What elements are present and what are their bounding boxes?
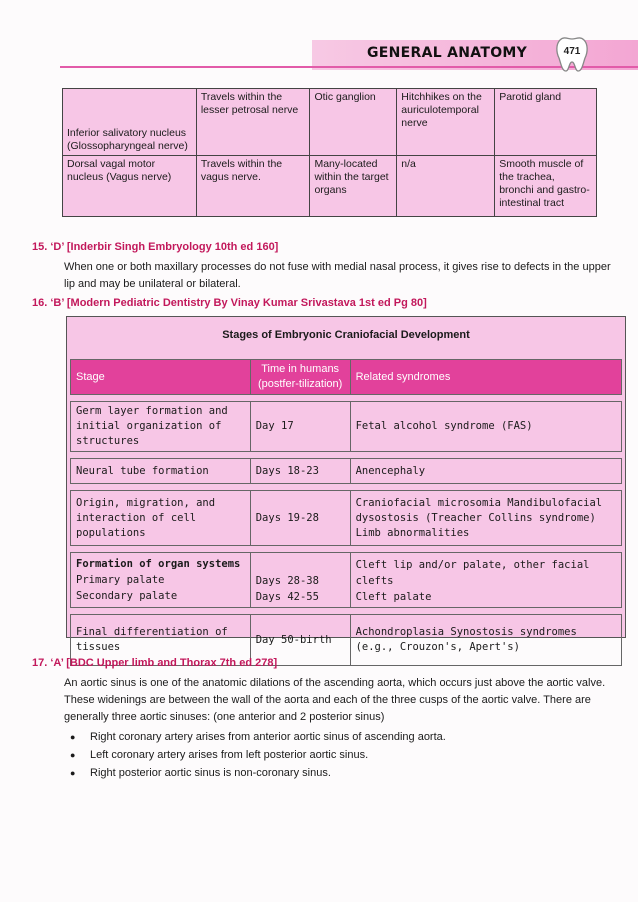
- table-cell: Many-located within the target organs: [310, 156, 397, 217]
- section-title: GENERAL ANATOMY: [367, 45, 528, 61]
- table-cell: Hitchhikes on the auriculotemporal nerve: [397, 89, 495, 156]
- q15-reference: ‘D’ [Inderbir Singh Embryology 10th ed 160]: [50, 241, 279, 253]
- q16-number: 16.: [32, 297, 48, 309]
- table-spacer: [71, 608, 622, 615]
- time-sub-value: Days 42-55: [255, 591, 319, 603]
- table-row: [71, 402, 622, 452]
- q17-reference: ‘A’ [BDC Upper limb and Thorax 7th ed 278]: [50, 657, 278, 669]
- time-cell: Day 50-birth: [250, 615, 350, 666]
- stage-cell: Germ layer formation and initial organization of structures: [71, 402, 251, 452]
- header-stage: Stage: [71, 360, 251, 395]
- table-cell: Parotid gland: [495, 89, 597, 156]
- q17-text: An aortic sinus is one of the anatomic dilations of the ascending aorta, which occurs just above the aortic valve. These widenings are between the wall of the aorta and each of the three cusps of the aortic valve. There are generally three aortic sinuses: (one anterior and 2 posterior sinus): [64, 677, 606, 723]
- nerve-table: [62, 88, 597, 217]
- time-cell: Days 18-23: [250, 459, 350, 484]
- q15-heading: [32, 241, 278, 253]
- stage-sub-label: Primary palate: [76, 574, 165, 586]
- time-cell: Days 19-28: [250, 491, 350, 546]
- time-cell: [250, 553, 350, 608]
- list-item: ● Left coronary artery arises from left posterior aortic sinus.: [70, 746, 446, 764]
- table-row: [71, 553, 622, 608]
- table-spacer: [71, 484, 622, 491]
- header-time: Time in humans (postfer-tilization): [250, 360, 350, 395]
- table-spacer: [71, 395, 622, 402]
- list-item: ● Right coronary artery arises from anterior aortic sinus of ascending aorta.: [70, 728, 446, 746]
- q16-heading: [32, 297, 427, 309]
- q15-number: 15.: [32, 241, 48, 253]
- stage-sub-label: Secondary palate: [76, 590, 178, 602]
- table-row: [71, 491, 622, 546]
- tooth-icon: [554, 34, 590, 74]
- q16-reference: ‘B’ [Modern Pediatric Dentistry By Vinay Kumar Srivastava 1st ed Pg 80]: [50, 297, 427, 309]
- table-cell: Smooth muscle of the trachea, bronchi and gastro-intestinal tract: [495, 156, 597, 217]
- stage-cell: [71, 553, 251, 608]
- table-spacer: [71, 546, 622, 553]
- stages-table-box: [66, 316, 626, 653]
- syndromes-sub-value: Cleft lip and/or palate, other facial clefts: [355, 559, 590, 587]
- table-cell: Travels within the lesser petrosal nerve: [196, 89, 310, 156]
- stages-table: [70, 359, 622, 666]
- stage-cell: Origin, migration, and interaction of cell populations: [71, 491, 251, 546]
- q17-heading: [32, 657, 277, 669]
- syndromes-cell: Anencephaly: [350, 459, 621, 484]
- syndromes-sub-value: Cleft palate: [355, 591, 432, 603]
- stages-table-title: Stages of Embryonic Craniofacial Development: [222, 329, 470, 341]
- table-cell: Dorsal vagal motor nucleus (Vagus nerve): [63, 156, 197, 217]
- table-cell: Inferior salivatory nucleus (Glossopharyngeal nerve): [63, 89, 197, 156]
- table-cell: n/a: [397, 156, 495, 217]
- table-cell: Otic ganglion: [310, 89, 397, 156]
- syndromes-cell: [350, 553, 621, 608]
- syndromes-cell: Fetal alcohol syndrome (FAS): [350, 402, 621, 452]
- q17-bullet-list: [70, 728, 446, 782]
- syndromes-cell: Achondroplasia Synostosis syndromes (e.g., Crouzon's, Apert's): [350, 615, 621, 666]
- table-row: [71, 459, 622, 484]
- table-row: [63, 156, 597, 217]
- table-spacer: [71, 452, 622, 459]
- list-item: ● Right posterior aortic sinus is non-coronary sinus.: [70, 764, 446, 782]
- time-sub-value: Days 28-38: [255, 575, 319, 587]
- time-cell: Day 17: [250, 402, 350, 452]
- q17-number: 17.: [32, 657, 48, 669]
- header-syndromes: Related syndromes: [350, 360, 621, 395]
- table-header-row: [71, 360, 622, 395]
- page-number: 471: [563, 46, 581, 57]
- stage-cell: Final differentiation of tissues: [71, 615, 251, 666]
- table-cell: Travels within the vagus nerve.: [196, 156, 310, 217]
- header-rule: [60, 66, 638, 68]
- stage-cell: Neural tube formation: [71, 459, 251, 484]
- syndromes-cell: Craniofacial microsomia Mandibulofacial dysostosis (Treacher Collins syndrome) Limb abnormalities: [350, 491, 621, 546]
- q15-text: When one or both maxillary processes do not fuse with medial nasal process, it gives rise to defects in the upper lip and may be unilateral or bilateral.: [64, 261, 611, 290]
- table-row: [63, 89, 597, 156]
- stage-group-label: Formation of organ systems: [76, 558, 241, 570]
